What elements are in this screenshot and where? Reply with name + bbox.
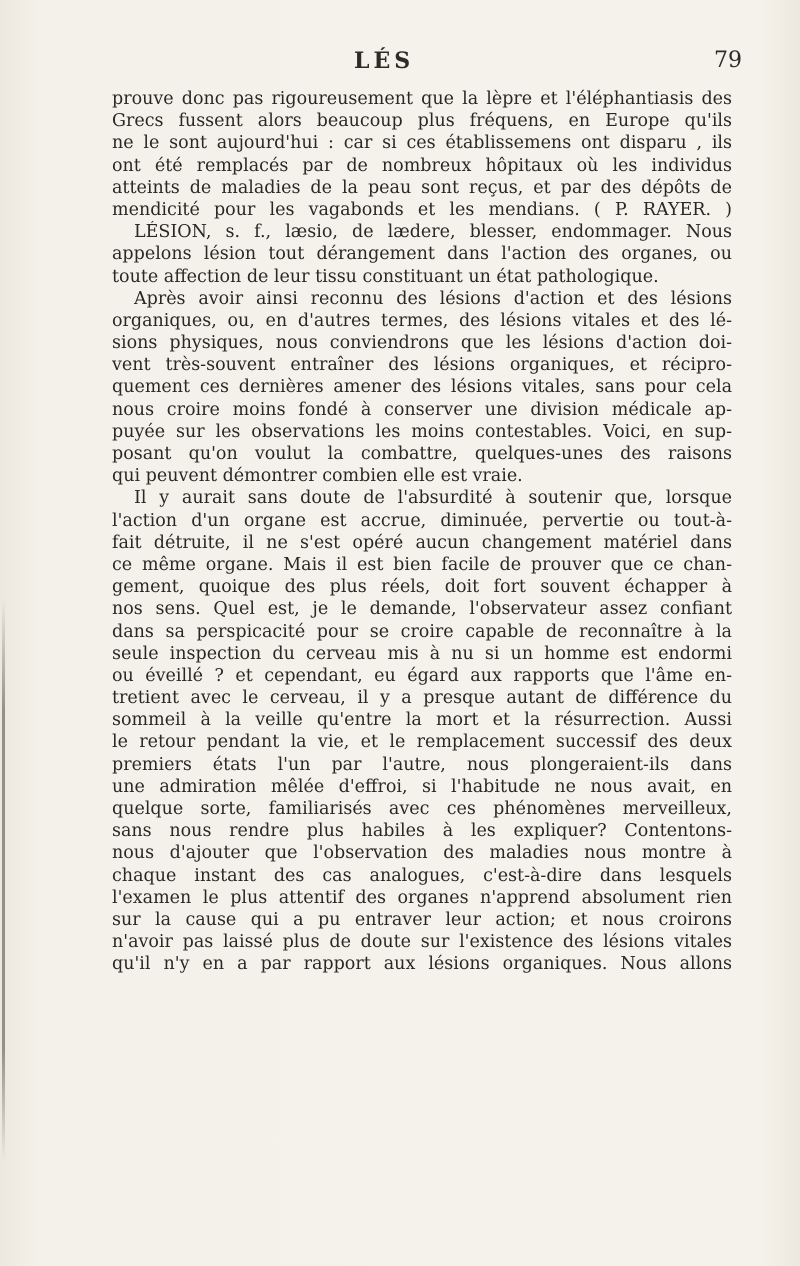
text-line: appelons lésion tout dérangement dans l'action des organes, ou (112, 244, 732, 265)
text-line: Il y aurait sans doute de l'absurdité à soutenir que, lorsque (134, 488, 732, 509)
text-line: ce même organe. Mais il est bien facile de prouver que ce chan- (112, 554, 732, 575)
text-line: chaque instant des cas analogues, c'est-à-dire dans lesquels (112, 865, 732, 886)
text-line: seule inspection du cerveau mis à nu si un homme est endormi (112, 643, 732, 664)
text-line: le retour pendant la vie, et le remplacement successif des deux (112, 732, 732, 753)
text-line: sur la cause qui a pu entraver leur action; et nous croirons (112, 909, 732, 930)
text-line: sans nous rendre plus habiles à les expliquer? Contentons- (112, 821, 732, 842)
text-line: ou éveillé ? et cependant, eu égard aux rapports que l'âme en- (112, 665, 732, 686)
page-number: 79 (714, 48, 742, 73)
text-line: ont été remplacés par de nombreux hôpitaux où les individus (112, 155, 732, 176)
text-line: organiques, ou, en d'autres termes, des lésions vitales et des lé- (112, 310, 732, 331)
text-line: sions physiques, nous conviendrons que les lésions d'action doi- (112, 333, 732, 354)
text-line: fait détruite, il ne s'est opéré aucun changement matériel dans (112, 532, 732, 553)
text-line: l'action d'un organe est accrue, diminuée, pervertie ou tout-à- (112, 510, 732, 531)
page-header (0, 44, 800, 80)
page-edge-shadow (2, 600, 5, 1160)
text-line: une admiration mêlée d'effroi, si l'habitude ne nous avait, en (112, 776, 732, 797)
text-line: nous d'ajouter que l'observation des maladies nous montre à (112, 843, 732, 864)
text-line: quement ces dernières amener des lésions vitales, sans pour cela (112, 377, 732, 398)
text-line: l'examen le plus attentif des organes n'apprend absolument rien (112, 887, 732, 908)
text-line: sommeil à la veille qu'entre la mort et la résurrection. Aussi (112, 710, 732, 731)
text-line: atteints de maladies de la peau sont reçus, et par des dépôts de (112, 177, 732, 198)
text-line: prouve donc pas rigoureusement que la lèpre et l'éléphantiasis des (112, 89, 732, 109)
text-line: LÉSION, s. f., læsio, de lædere, blesser, endommager. Nous (134, 222, 732, 243)
text-line: Après avoir ainsi reconnu des lésions d'action et des lésions (134, 288, 732, 309)
text-line: premiers états l'un par l'autre, nous plongeraient-ils dans (112, 754, 732, 775)
text-line: posant qu'on voulut la combattre, quelques-unes des raisons (112, 444, 732, 464)
text-line: nos sens. Quel est, je le demande, l'observateur assez confiant (112, 599, 732, 620)
text-line: quelque sorte, familiarisés avec ces phénomènes merveilleux, (112, 799, 732, 819)
text-line: Grecs fussent alors beaucoup plus fréquens, en Europe qu'ils (112, 111, 732, 132)
text-line: tretient avec le cerveau, il y a presque autant de différence du (112, 688, 732, 709)
text-line: qui peuvent démontrer combien elle est vraie. (112, 466, 523, 487)
text-line: gement, quoique des plus réels, doit fort souvent échapper à (112, 577, 732, 598)
text-line: toute affection de leur tissu constituant un état pathologique. (112, 266, 659, 287)
text-line: puyée sur les observations les moins contestables. Voici, en sup- (112, 421, 732, 442)
text-line: ne le sont aujourd'hui : car si ces établissemens ont disparu , ils (112, 133, 732, 154)
text-line: dans sa perspicacité pour se croire capable de reconnaître à la (112, 621, 732, 642)
running-head: LÉS (354, 48, 415, 74)
body-text (112, 88, 732, 976)
text-line: qu'il n'y en a par rapport aux lésions organiques. Nous allons (112, 954, 732, 975)
text-line: nous croire moins fondé à conserver une division médicale ap- (112, 399, 732, 420)
text-line: n'avoir pas laissé plus de doute sur l'existence des lésions vitales (112, 932, 732, 953)
text-line: vent très-souvent entraîner des lésions organiques, et récipro- (112, 355, 732, 376)
text-line: mendicité pour les vagabonds et les mendians. ( P. RAYER. ) (112, 199, 732, 220)
